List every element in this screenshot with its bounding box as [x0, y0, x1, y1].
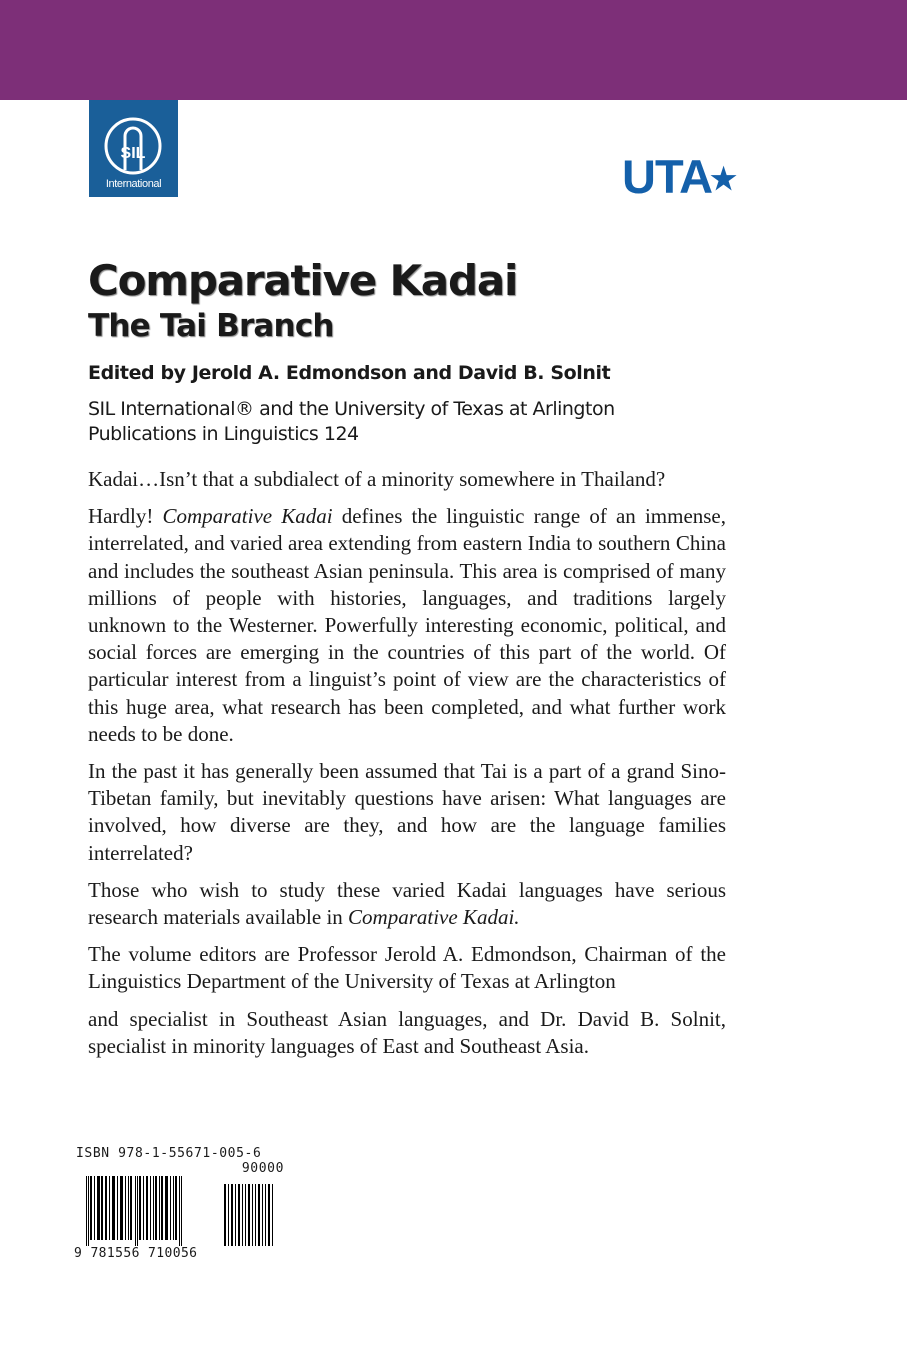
paragraph-6: and specialist in Southeast Asian languages, and Dr. David B. Solnit, specialist in minority languages of East and Southeast Asia.: [88, 1006, 726, 1058]
sil-logo-text: International: [105, 178, 162, 190]
book-title: Comparative Kadai: [88, 256, 518, 305]
star-icon: ★: [710, 163, 737, 196]
uta-logo: [622, 152, 736, 202]
sil-international-logo: [89, 100, 178, 197]
paragraph-5: The volume editors are Professor Jerold A. Edmondson, Chairman of the Linguistics Department of the University of Texas at Arlington: [88, 942, 726, 994]
sil-arch-icon: [103, 114, 163, 176]
publisher-line-1: SIL International® and the University of Texas at Arlington: [88, 398, 615, 420]
isbn-label: ISBN 978-1-55671-005-6: [76, 1146, 262, 1161]
publisher-info: [88, 397, 708, 447]
description: [88, 466, 726, 1070]
editors-line: Edited by Jerold A. Edmondson and David B. Solnit: [88, 362, 611, 384]
paragraph-1: Kadai…Isn’t that a subdialect of a minority somewhere in Thailand?: [88, 467, 666, 491]
isbn-barcode: [74, 1146, 286, 1264]
paragraph-2: [88, 503, 726, 748]
series-line: Publications in Linguistics 124: [88, 423, 359, 445]
paragraph-3: In the past it has generally been assumed that Tai is a part of a grand Sino-Tibetan family, but inevitably questions have arisen: What languages are involved, how diverse are they, and how are the language families interrelated?: [88, 759, 726, 865]
top-color-band: [0, 0, 907, 100]
p4-book-title: Comparative Kadai.: [348, 905, 520, 930]
price-addon-label: 90000: [241, 1161, 284, 1176]
p2-rest: defines the linguistic range of an immense, interrelated, and varied area extending from eastern India to southern China and includes the southeast Asian peninsula. This area is comprised of many millions of people with histories, languages, and traditions largely unknown to the Westerner. Powerfully interesting economic, political, and social forces are emerging in the countries of this part of the world. Of particular interest from a linguist’s point of view are the characteristics of this huge area, what research has been completed, and what further work needs to be done.: [88, 504, 727, 746]
p2-book-title: Comparative Kadai: [162, 504, 333, 529]
svg-text:SIL: SIL: [120, 145, 146, 162]
p2-lead: Hardly!: [88, 504, 163, 529]
uta-logo-text: UTA: [622, 150, 713, 203]
paragraph-4: [88, 877, 726, 931]
book-subtitle: The Tai Branch: [88, 308, 334, 344]
barcode-bars: [74, 1176, 286, 1246]
p4-lead: Those who wish to study these varied Kadai languages have serious research materials available in: [88, 877, 726, 930]
ean-digits: 9 781556 710056: [74, 1246, 198, 1261]
